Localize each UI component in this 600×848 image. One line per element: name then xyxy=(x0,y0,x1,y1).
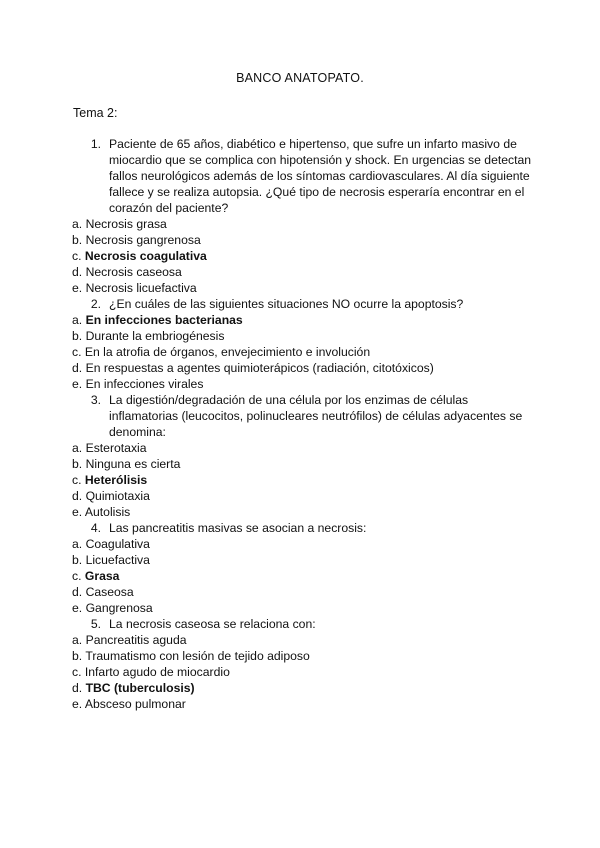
answer-option xyxy=(72,648,533,664)
correct-option-text: Heterólisis xyxy=(84,473,148,487)
answer-option xyxy=(72,632,533,648)
question-text: Paciente de 65 años, diabético e hipertenso, que sufre un infarto masivo de miocardio que se complica con hipotensión y shock. En urgencias se detectan fallos neurológicos además de los síntomas cardiovasculares. Al día siguiente fallece y se realiza autopsia. ¿Qué tipo de necrosis esperaría encontrar en el corazón del paciente? xyxy=(109,137,532,215)
option-letter: b. xyxy=(72,457,83,471)
answer-option xyxy=(72,328,533,344)
answer-option xyxy=(72,504,533,520)
answer-option xyxy=(72,456,533,472)
topic-heading: Tema 2: xyxy=(73,106,118,120)
answer-option xyxy=(72,280,533,296)
answer-option xyxy=(72,376,533,392)
question-text: Las pancreatitis masivas se asocian a necrosis: xyxy=(109,521,367,535)
option-text: Pancreatitis aguda xyxy=(85,633,187,647)
option-letter: d. xyxy=(72,361,83,375)
option-text: Traumatismo con lesión de tejido adiposo xyxy=(85,649,310,663)
question-2 xyxy=(73,296,533,312)
option-text: Quimiotaxia xyxy=(85,489,150,503)
answer-option xyxy=(72,264,533,280)
answer-option xyxy=(72,664,533,680)
question-number: 2. xyxy=(90,297,101,311)
option-letter: a. xyxy=(72,441,83,455)
answer-option xyxy=(72,488,533,504)
question-4 xyxy=(73,520,533,536)
option-text: Autolisis xyxy=(84,505,131,519)
option-text: Absceso pulmonar xyxy=(84,697,186,711)
option-letter: d. xyxy=(72,681,83,695)
answer-option xyxy=(72,216,533,232)
question-1 xyxy=(73,136,533,216)
document-title: BANCO ANATOPATO. xyxy=(236,71,364,85)
option-text: Necrosis gangrenosa xyxy=(85,233,201,247)
question-number: 1. xyxy=(90,137,101,151)
answer-option xyxy=(72,344,533,360)
option-text: Licuefactiva xyxy=(85,553,150,567)
option-letter: b. xyxy=(72,329,83,343)
option-letter: b. xyxy=(72,233,83,247)
option-letter: d. xyxy=(72,265,83,279)
question-3 xyxy=(73,392,533,440)
question-list xyxy=(73,136,533,712)
correct-option-text: Necrosis coagulativa xyxy=(84,249,207,263)
option-text: Esterotaxia xyxy=(85,441,147,455)
option-text: Gangrenosa xyxy=(85,601,153,615)
answer-option xyxy=(72,552,533,568)
answer-option xyxy=(72,248,533,264)
option-letter: a. xyxy=(72,217,83,231)
answer-option xyxy=(72,600,533,616)
answer-option xyxy=(72,312,533,328)
correct-option-text: En infecciones bacterianas xyxy=(85,313,243,327)
question-5 xyxy=(73,616,533,632)
option-text: Ninguna es cierta xyxy=(85,457,181,471)
answer-option xyxy=(72,232,533,248)
answer-option xyxy=(72,568,533,584)
option-letter: b. xyxy=(72,649,83,663)
correct-option-text: Grasa xyxy=(84,569,120,583)
question-text: La necrosis caseosa se relaciona con: xyxy=(109,617,316,631)
option-letter: c. xyxy=(72,569,82,583)
option-text: Necrosis caseosa xyxy=(85,265,182,279)
option-letter: d. xyxy=(72,585,83,599)
option-letter: e. xyxy=(72,505,83,519)
option-text: Infarto agudo de miocardio xyxy=(84,665,230,679)
option-text: Durante la embriogénesis xyxy=(85,329,225,343)
option-text: En la atrofia de órganos, envejecimiento e involución xyxy=(84,345,371,359)
question-number: 4. xyxy=(90,521,101,535)
option-letter: e. xyxy=(72,281,83,295)
option-letter: c. xyxy=(72,473,82,487)
option-text: Caseosa xyxy=(85,585,134,599)
option-letter: a. xyxy=(72,537,83,551)
option-letter: e. xyxy=(72,377,83,391)
option-letter: e. xyxy=(72,601,83,615)
option-letter: d. xyxy=(72,489,83,503)
option-letter: c. xyxy=(72,665,82,679)
correct-option-text: TBC (tuberculosis) xyxy=(85,681,195,695)
question-text: La digestión/degradación de una célula por los enzimas de células inflamatorias (leucocitos, polinucleares neutrófilos) de células adyacentes se denomina: xyxy=(109,393,523,439)
option-text: Necrosis grasa xyxy=(85,217,167,231)
question-number: 5. xyxy=(90,617,101,631)
option-letter: c. xyxy=(72,345,82,359)
option-letter: a. xyxy=(72,313,83,327)
question-text: ¿En cuáles de las siguientes situaciones NO ocurre la apoptosis? xyxy=(109,297,464,311)
option-letter: a. xyxy=(72,633,83,647)
option-text: En infecciones virales xyxy=(85,377,204,391)
answer-option xyxy=(72,536,533,552)
option-text: Necrosis licuefactiva xyxy=(85,281,197,295)
answer-option xyxy=(72,360,533,376)
answer-option xyxy=(72,472,533,488)
answer-option xyxy=(72,696,533,712)
answer-option xyxy=(72,680,533,696)
option-letter: c. xyxy=(72,249,82,263)
option-letter: b. xyxy=(72,553,83,567)
answer-option xyxy=(72,584,533,600)
answer-option xyxy=(72,440,533,456)
option-text: Coagulativa xyxy=(85,537,150,551)
option-letter: e. xyxy=(72,697,83,711)
question-number: 3. xyxy=(90,393,101,407)
option-text: En respuestas a agentes quimioterápicos (radiación, citotóxicos) xyxy=(85,361,434,375)
